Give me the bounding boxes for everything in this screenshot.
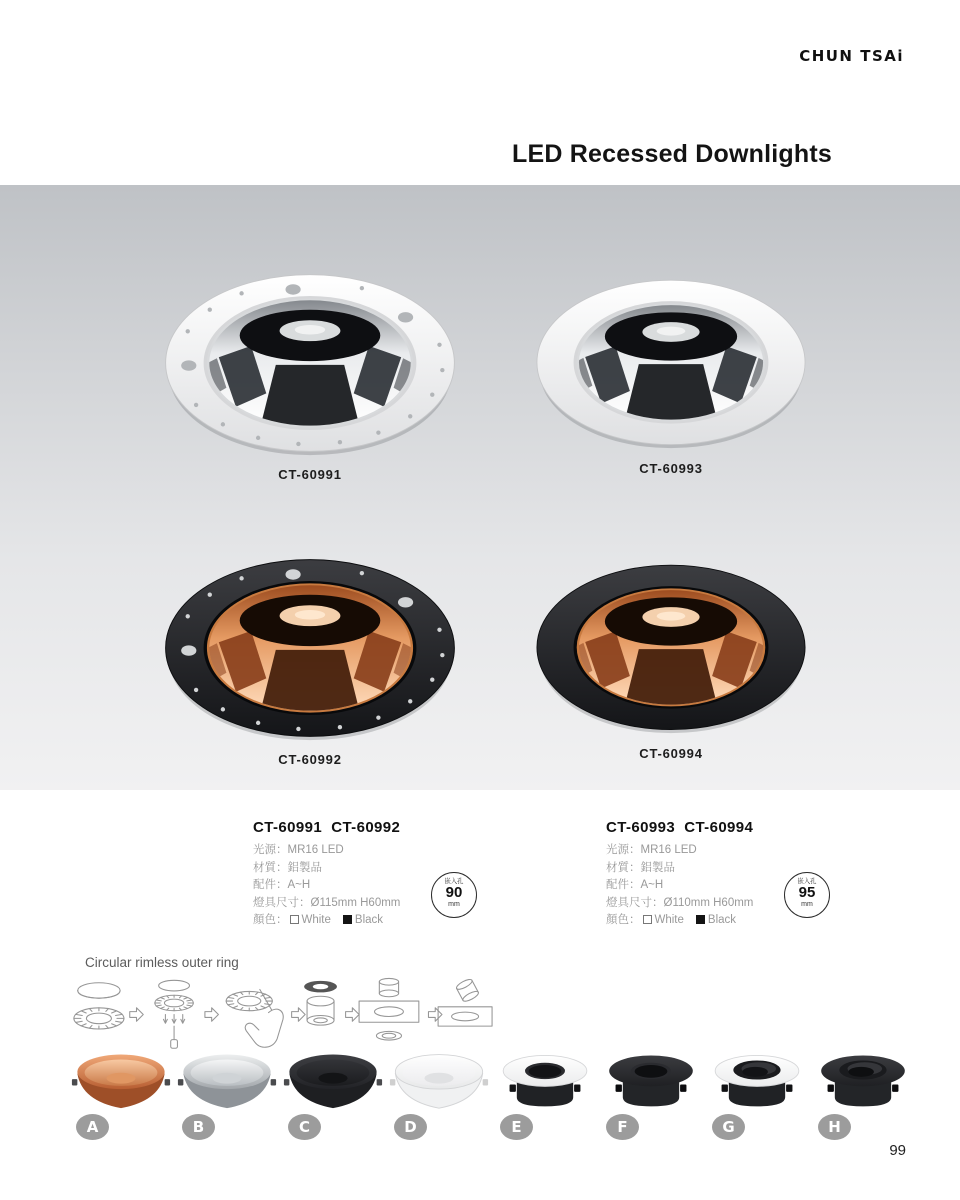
cutout-unit: mm [448, 901, 460, 908]
spec-light-source: 光源：MR16 LED [606, 844, 697, 856]
variant-ring-image [601, 1050, 701, 1124]
spec-material: 材質：鋁製品 [606, 861, 675, 874]
product-model-label: CT-60993 [639, 460, 703, 476]
color-white-label: White [301, 914, 331, 926]
page-number: 99 [889, 1142, 906, 1159]
variant-letter-badge: E [500, 1114, 533, 1140]
spec-light-source: 光源：MR16 LED [253, 844, 344, 856]
variant-h [810, 1050, 916, 1142]
variant-cup-image [71, 1050, 171, 1124]
variant-cup-image [283, 1050, 383, 1124]
variant-cup-image [177, 1050, 277, 1124]
spec-accessories: 配件：A~H [253, 879, 311, 891]
variant-ring-image [707, 1050, 807, 1124]
variant-letter-badge: F [606, 1114, 639, 1140]
cutout-size: 90 [445, 884, 463, 901]
downlight-image [528, 558, 814, 742]
downlight-image [528, 273, 814, 457]
variant-g [704, 1050, 810, 1142]
page-title: LED Recessed Downlights [512, 140, 832, 168]
variant-c [280, 1050, 386, 1142]
variant-e [492, 1050, 598, 1142]
black-checkbox-icon [343, 915, 352, 924]
ring-section-heading: Circular rimless outer ring [85, 955, 239, 970]
product-photo-ct-60993 [528, 273, 814, 476]
spec-dimensions: 燈具尺寸：Ø110mm H60mm [606, 896, 754, 909]
cutout-size-badge [784, 872, 830, 918]
variant-row [68, 1050, 916, 1142]
spec-block-ct-60993-60994 [606, 819, 841, 930]
black-checkbox-icon [696, 915, 705, 924]
variant-letter-badge: H [818, 1114, 851, 1140]
variant-cup-image [389, 1050, 489, 1124]
variant-letter-badge: D [394, 1114, 427, 1140]
variant-b [174, 1050, 280, 1142]
cutout-size-badge [431, 872, 477, 918]
product-photo-area [0, 185, 960, 790]
white-checkbox-icon [290, 915, 299, 924]
product-model-label: CT-60991 [278, 467, 342, 482]
downlight-image [158, 553, 462, 748]
variant-a [68, 1050, 174, 1142]
downlight-image [158, 268, 462, 463]
spec-accessories: 配件：A~H [606, 879, 664, 891]
installation-diagram [70, 976, 494, 1058]
spec-models: CT-60991 CT-60992 [253, 819, 401, 836]
spec-models: CT-60993 CT-60994 [606, 819, 754, 836]
product-photo-ct-60991 [158, 268, 462, 482]
variant-ring-image [495, 1050, 595, 1124]
cutout-unit: mm [801, 901, 813, 908]
product-photo-ct-60994 [528, 558, 814, 761]
variant-d [386, 1050, 492, 1142]
variant-letter-badge: C [288, 1114, 321, 1140]
spec-block-ct-60991-60992 [253, 819, 488, 930]
product-model-label: CT-60994 [639, 745, 703, 761]
cutout-label: 嵌入孔 [444, 878, 464, 885]
variant-letter-badge: B [182, 1114, 215, 1140]
color-black-label: Black [354, 914, 384, 926]
product-photo-ct-60992 [158, 553, 462, 767]
color-label: 顏色： [606, 914, 641, 926]
variant-f [598, 1050, 704, 1142]
spec-material: 材質：鋁製品 [253, 861, 322, 874]
variant-ring-image [813, 1050, 913, 1124]
color-black-label: Black [707, 914, 737, 926]
cutout-size: 95 [798, 884, 816, 901]
cutout-label: 嵌入孔 [797, 878, 817, 885]
color-white-label: White [654, 914, 684, 926]
spec-dimensions: 燈具尺寸：Ø115mm H60mm [253, 896, 401, 909]
brand-logo: CHUN TSAi [799, 47, 904, 65]
color-label: 顏色： [253, 914, 288, 926]
white-checkbox-icon [643, 915, 652, 924]
product-model-label: CT-60992 [278, 752, 342, 767]
variant-letter-badge: G [712, 1114, 745, 1140]
variant-letter-badge: A [76, 1114, 109, 1140]
